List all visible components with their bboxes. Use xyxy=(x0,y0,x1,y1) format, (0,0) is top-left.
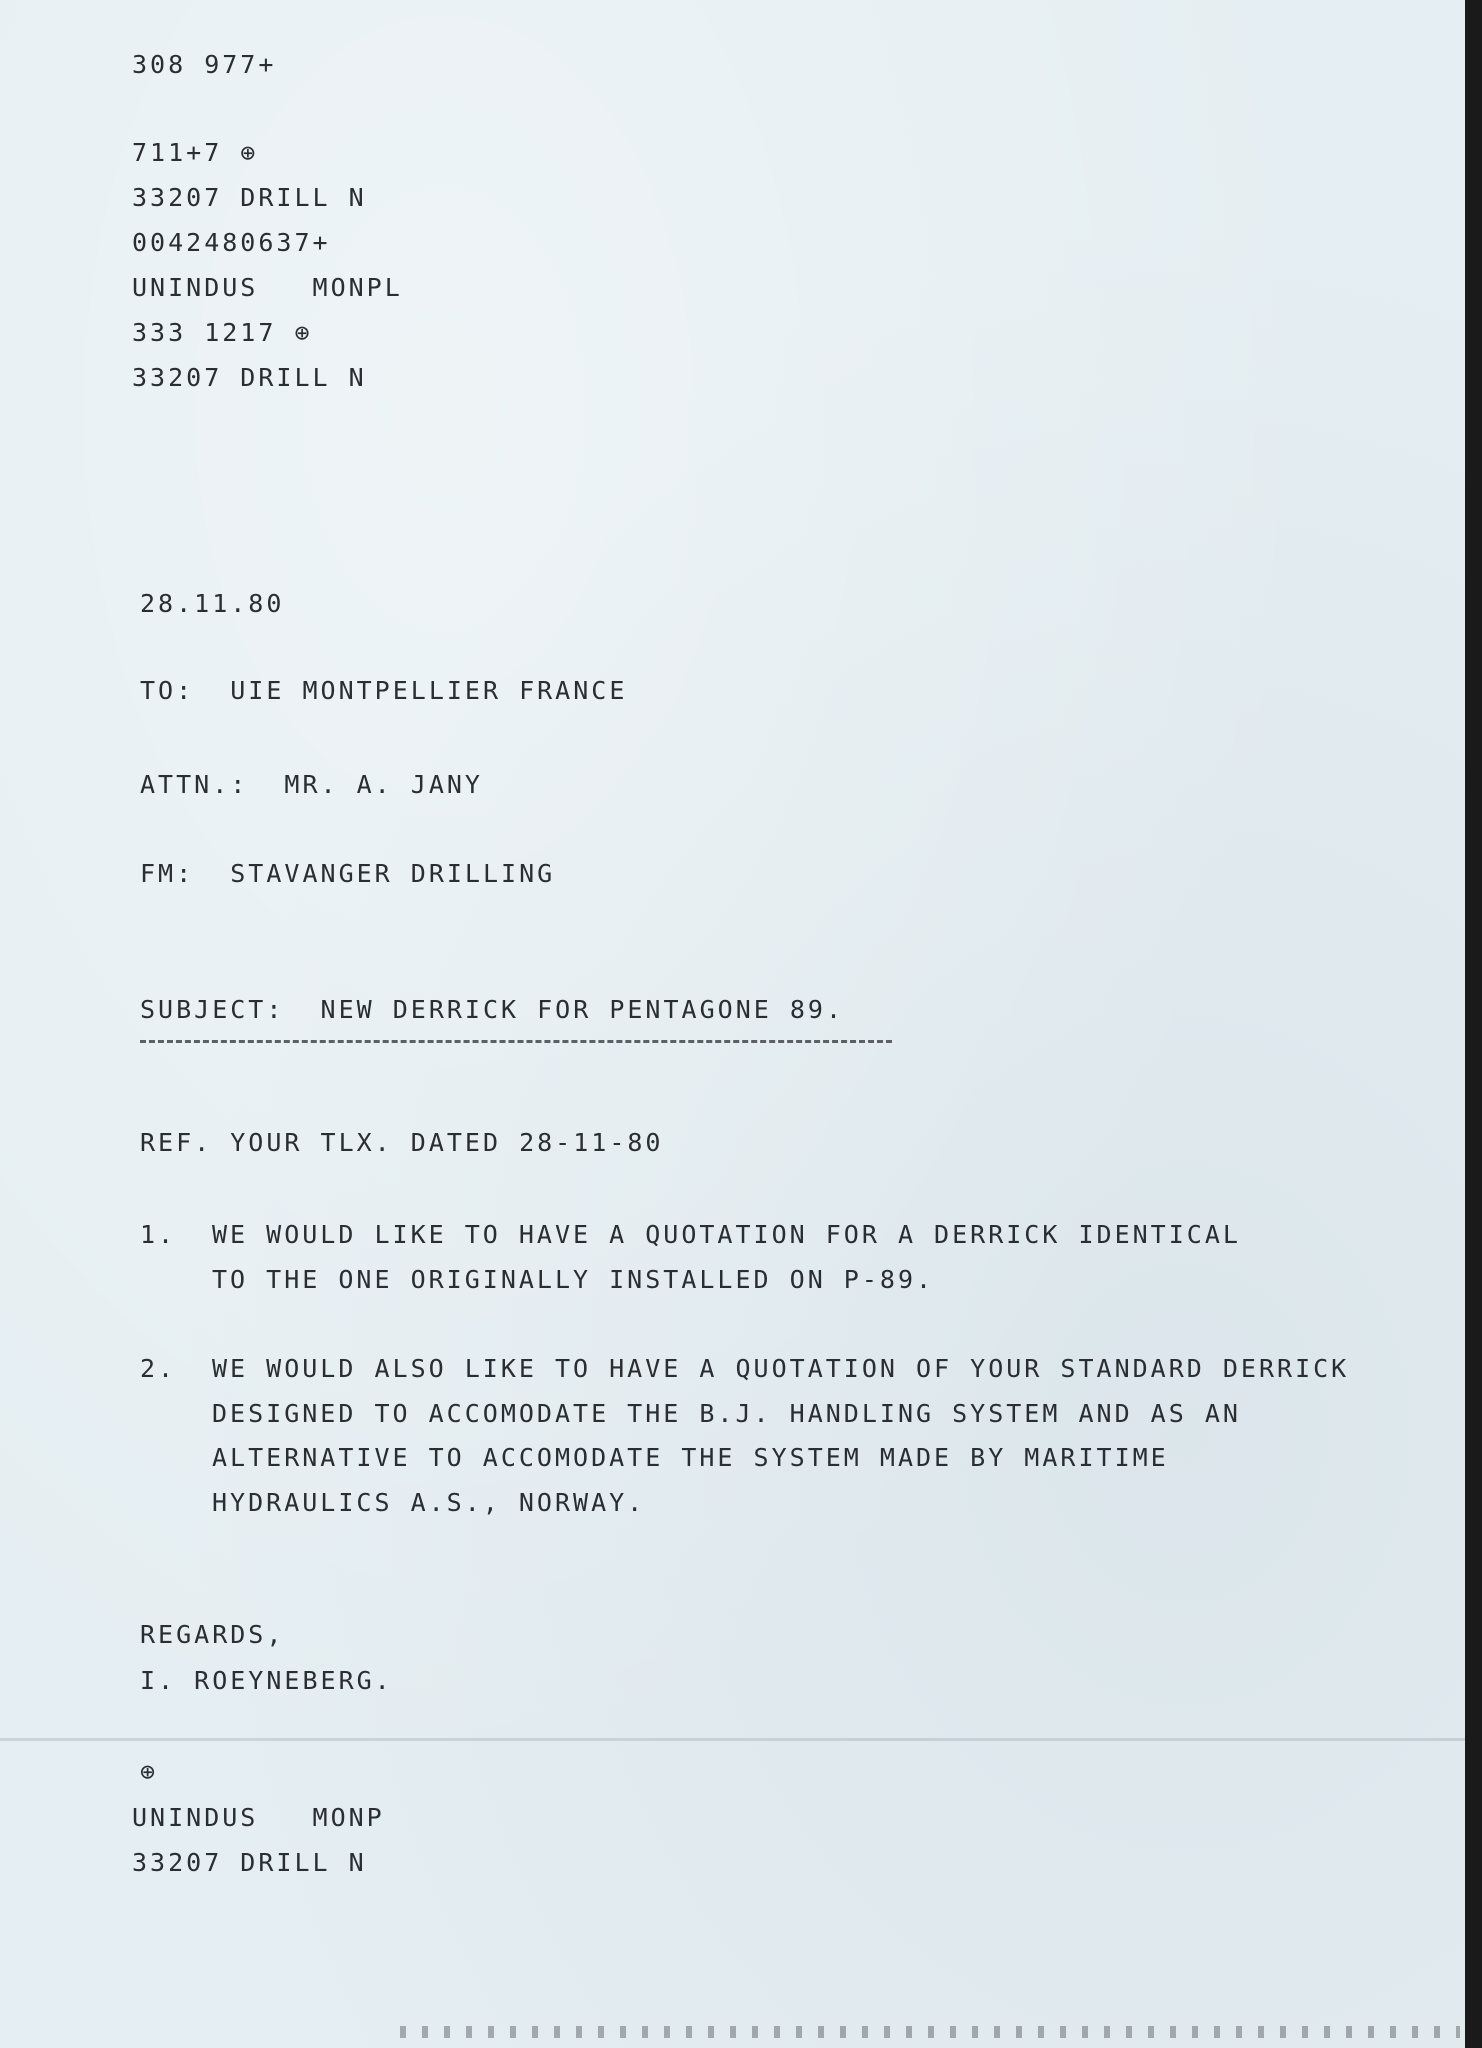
header-line-5: UNINDUS MONPL xyxy=(132,273,403,302)
footer-line-1: ⊕ xyxy=(140,1757,159,1786)
header-line-1: 308 977+ xyxy=(132,50,277,79)
telex-date: 28.11.80 xyxy=(140,589,285,618)
header-line-6: 333 1217 ⊕ xyxy=(132,318,313,347)
item-2-number: 2. xyxy=(140,1354,177,1383)
subject-underline xyxy=(140,1040,892,1043)
header-line-2: 711+7 ⊕ xyxy=(132,138,259,167)
item-1-line-2: TO THE ONE ORIGINALLY INSTALLED ON P-89. xyxy=(212,1265,935,1294)
scan-edge xyxy=(1465,0,1482,2048)
attn-line: ATTN.: MR. A. JANY xyxy=(140,770,483,799)
to-line: TO: UIE MONTPELLIER FRANCE xyxy=(140,676,628,705)
item-1-line-1: WE WOULD LIKE TO HAVE A QUOTATION FOR A DERRICK IDENTICAL xyxy=(212,1220,1241,1249)
paper-fold xyxy=(0,1738,1482,1741)
bottom-edge-marks xyxy=(400,2026,1460,2038)
footer-line-2: UNINDUS MONP xyxy=(132,1803,385,1832)
header-line-4: 0042480637+ xyxy=(132,228,331,257)
signature-line: I. ROEYNEBERG. xyxy=(140,1666,393,1695)
item-2-line-3: ALTERNATIVE TO ACCOMODATE THE SYSTEM MADE BY MARITIME xyxy=(212,1443,1169,1472)
footer-line-3: 33207 DRILL N xyxy=(132,1848,367,1877)
closing-line: REGARDS, xyxy=(140,1620,285,1649)
reference-line: REF. YOUR TLX. DATED 28-11-80 xyxy=(140,1128,664,1157)
item-2-line-2: DESIGNED TO ACCOMODATE THE B.J. HANDLING SYSTEM AND AS AN xyxy=(212,1399,1241,1428)
from-line: FM: STAVANGER DRILLING xyxy=(140,859,556,888)
item-1-number: 1. xyxy=(140,1220,177,1249)
header-line-7: 33207 DRILL N xyxy=(132,363,367,392)
item-2-line-1: WE WOULD ALSO LIKE TO HAVE A QUOTATION OF YOUR STANDARD DERRICK xyxy=(212,1354,1350,1383)
item-2-line-4: HYDRAULICS A.S., NORWAY. xyxy=(212,1488,646,1517)
subject-line: SUBJECT: NEW DERRICK FOR PENTAGONE 89. xyxy=(140,995,844,1024)
header-line-3: 33207 DRILL N xyxy=(132,183,367,212)
